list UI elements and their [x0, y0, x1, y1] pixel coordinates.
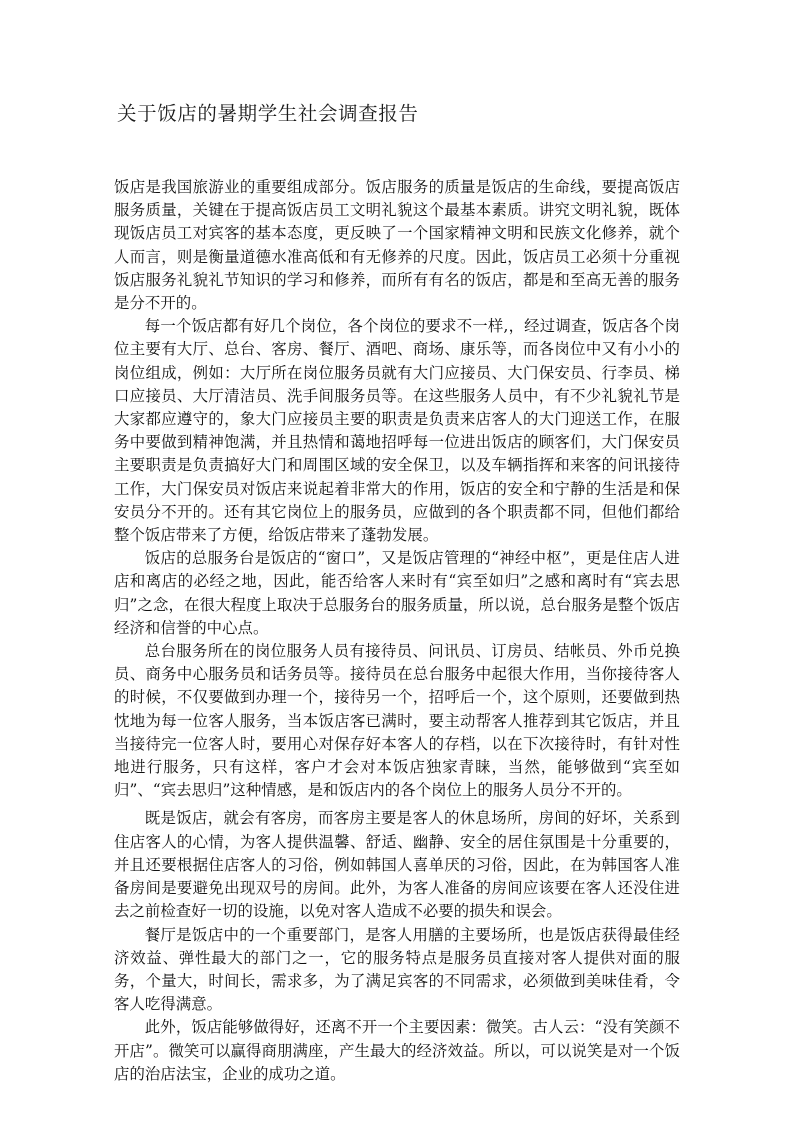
- paragraph-2: 每一个饭店都有好几个岗位，各个岗位的要求不一样,，经过调查，饭店各个岗位主要有大厅、总台、客房、餐厅、酒吧、商场、康乐等，而各岗位中又有小小的岗位组成，例如：大厅所在岗位服务员就有大门应接员、大门保安员、行李员、梯口应接员、大厅清洁员、洗手间服务员等。在这些服务人员中，有不少礼貌礼节是大家都应遵守的，象大门应接员主要的职责是负责来店客人的大门迎送工作，在服务中要做到精神饱满，并且热情和蔼地招呼每一位进出饭店的顾客们，大门保安员主要职责是负责搞好大门和周围区域的安全保卫，以及车辆指挥和来客的问讯接待工作，大门保安员对饭店来说起着非常大的作用，饭店的安全和宁静的生活是和保安员分不开的。还有其它岗位上的服务员，应做到的各个职责都不同，但他们都给整个饭店带来了方便，给饭店带来了蓬勃发展。: [114, 317, 680, 545]
- paragraph-1: 饭店是我国旅游业的重要组成部分。饭店服务的质量是饭店的生命线，要提高饭店服务质量，关键在于提高饭店员工文明礼貌这个最基本素质。讲究文明礼貌，既体现饭店员工对宾客的基本态度，更反映了一个国家精神文明和民族文化修养，就个人而言，则是衡量道德水准高低和有无修养的尺度。因此，饭店员工必须十分重视饭店服务礼貌礼节知识的学习和修养，而所有有名的饭店，都是和至高无善的服务是分不开的。: [114, 178, 680, 313]
- document-body: [114, 176, 680, 1086]
- paragraph-3: 饭店的总服务台是饭店的“窗口”，又是饭店管理的“神经中枢”，更是住店人进店和离店的必经之地，因此，能否给客人来时有“宾至如归”之感和离时有“宾去思归”之念，在很大程度上取决于总服务台的服务质量，所以说，总台服务是整个饭店经济和信誉的中心点。: [114, 549, 680, 637]
- paragraph-6: 餐厅是饭店中的一个重要部门，是客人用膳的主要场所，也是饭店获得最佳经济效益、弹性最大的部门之一，它的服务特点是服务员直接对客人提供对面的服务，个量大，时间长，需求多，为了满足宾客的不同需求，必须做到美味佳肴，令客人吃得满意。: [114, 925, 680, 1014]
- page-title: 关于饭店的暑期学生社会调查报告: [117, 102, 419, 125]
- paragraph-7: 此外，饭店能够做得好，还离不开一个主要因素：微笑。古人云：“没有笑颜不开店”。微笑可以赢得商朋满座，产生最大的经济效益。所以，可以说笑是对一个饭店的治店法宝，企业的成功之道。: [114, 1018, 680, 1083]
- paragraph-5: 既是饭店，就会有客房，而客房主要是客人的休息场所，房间的好坏，关系到住店客人的心情，为客人提供温馨、舒适、幽静、安全的居住氛围是十分重要的，并且还要根据住店客人的习俗，例如韩国人喜单厌的习俗，因此，在为韩国客人准备房间是要避免出现双号的房间。此外，为客人准备的房间应该要在客人还没住进去之前检查好一切的设施，以免对客人造成不必要的损失和误会。: [114, 809, 680, 921]
- paragraph-4: 总台服务所在的岗位服务人员有接待员、问讯员、订房员、结帐员、外币兑换员、商务中心服务员和话务员等。接待员在总台服务中起很大作用，当你接待客人的时候，不仅要做到办理一个，接待另一个，招呼后一个，这个原则，还要做到热忱地为每一位客人服务，当本饭店客已满时，要主动帮客人推荐到其它饭店，并且当接待完一位客人时，要用心对保存好本客人的存档，以在下次接待时，有针对性地进行服务，只有这样，客户才会对本饭店独家青睐，当然，能够做到“宾至如归”、“宾去思归”这种情感，是和饭店内的各个岗位上的服务人员分不开的。: [114, 642, 680, 800]
